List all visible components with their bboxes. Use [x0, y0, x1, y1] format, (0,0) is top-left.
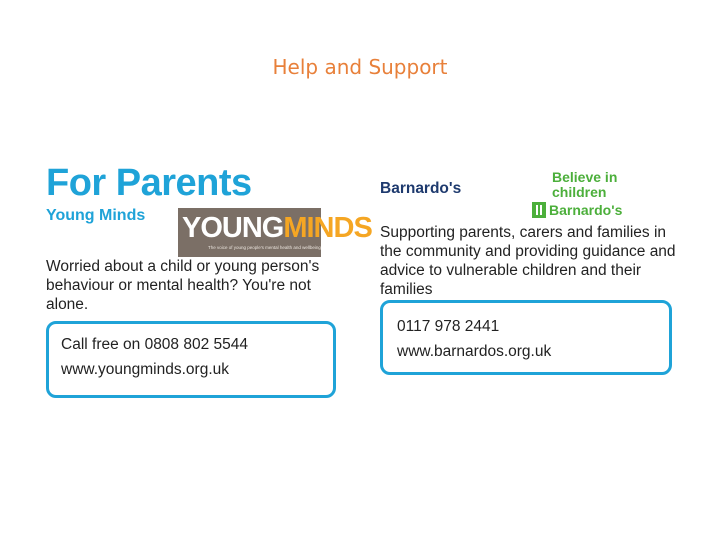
barnardos-slogan: [552, 170, 617, 200]
young-minds-heading: Young Minds: [46, 207, 146, 224]
logo-word-young: YOUNG: [182, 212, 284, 244]
barnardos-logo-word: Barnardo's: [549, 202, 623, 218]
barnardos-website[interactable]: www.barnardos.org.uk: [397, 343, 552, 360]
barnardos-mark-icon: [532, 202, 546, 218]
young-minds-description: Worried about a child or young person's behaviour or mental health? You're not alone.: [46, 258, 320, 313]
barnardos-contact-box: [380, 300, 672, 375]
young-minds-contact-box: [46, 321, 336, 398]
young-minds-logo-wordmark: [182, 213, 372, 243]
for-parents-heading: For Parents: [46, 162, 252, 204]
slogan-line-1: Believe in: [552, 169, 618, 185]
barnardos-phone: 0117 978 2441: [397, 318, 500, 335]
young-minds-phone: Call free on 0808 802 5544: [61, 336, 249, 353]
slogan-line-2: children: [552, 184, 607, 200]
young-minds-logo: [178, 208, 372, 257]
logo-word-minds: MINDS: [283, 212, 372, 244]
barnardos-description: Supporting parents, carers and families in the community and providing guidance and advice to vulnerable children and their families: [380, 224, 676, 298]
young-minds-logo-tagline: The voice of young people's mental health and wellbeing: [208, 245, 321, 250]
young-minds-website[interactable]: www.youngminds.org.uk: [61, 361, 229, 378]
barnardos-heading: Barnardo's: [380, 180, 462, 197]
slide-title: Help and Support: [272, 55, 448, 79]
barnardos-logo: [532, 201, 622, 219]
